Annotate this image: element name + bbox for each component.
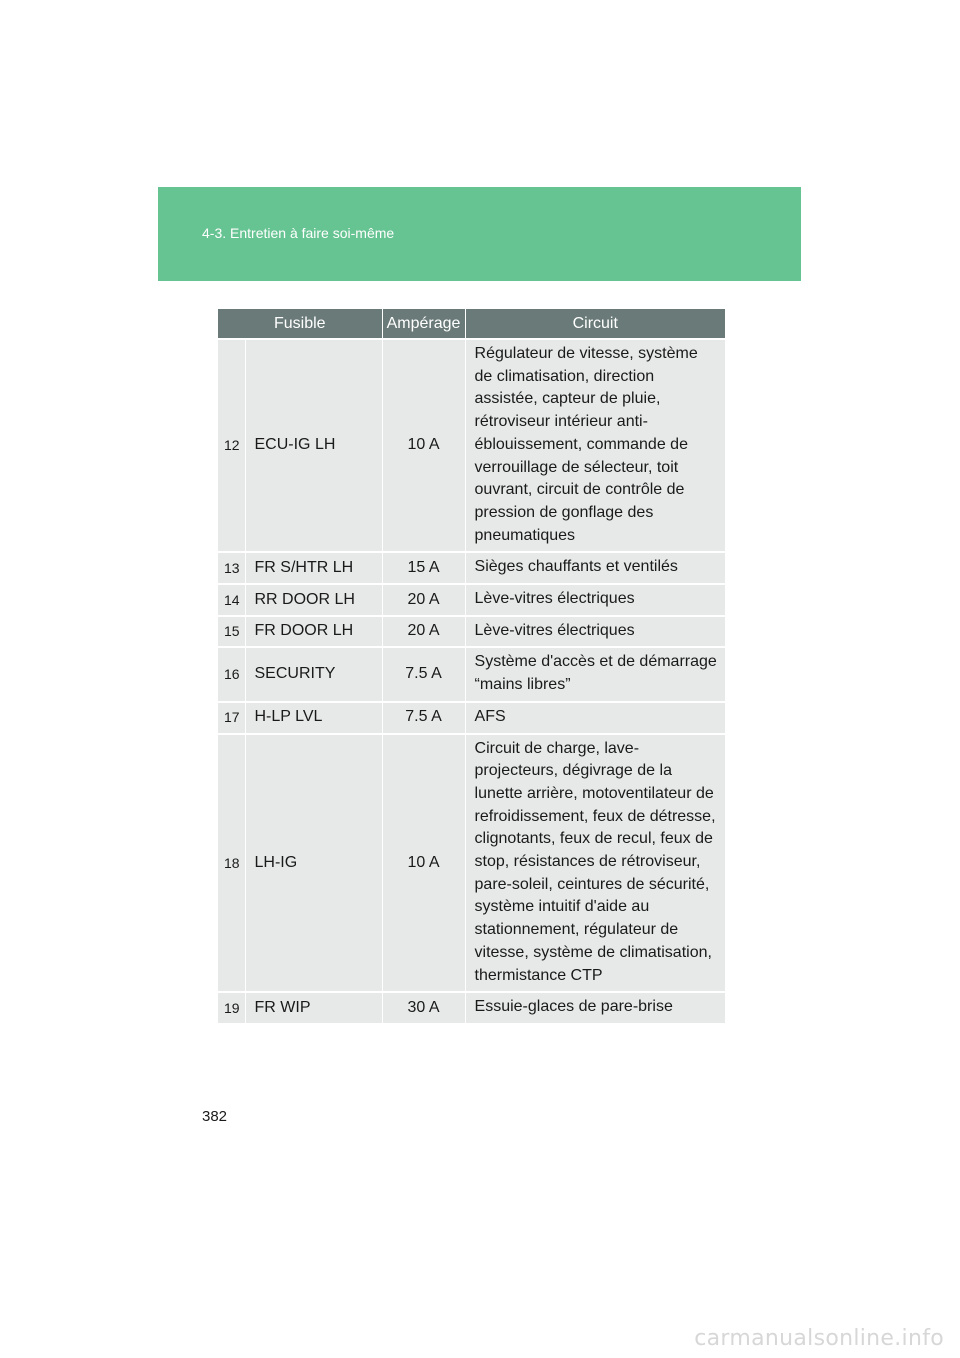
fuse-number: 13 [218, 552, 245, 584]
fuse-name: H-LP LVL [245, 702, 382, 734]
table-row [218, 734, 725, 993]
fuse-amperage: 10 A [382, 339, 465, 552]
fuse-name: SECURITY [245, 647, 382, 701]
fuse-name: ECU-IG LH [245, 339, 382, 552]
fuse-number: 15 [218, 616, 245, 648]
fuse-number: 14 [218, 584, 245, 616]
fuse-circuit: Essuie-glaces de pare-brise [465, 992, 725, 1023]
fuse-circuit: AFS [465, 702, 725, 734]
fuse-table [218, 309, 725, 1023]
fuse-number: 12 [218, 339, 245, 552]
table-row [218, 702, 725, 734]
table-row [218, 339, 725, 552]
section-header-band [158, 187, 801, 281]
column-header-circuit: Circuit [465, 309, 725, 339]
watermark: carmanualsonline.info [694, 1326, 944, 1351]
table-header-row [218, 309, 725, 339]
fuse-number: 16 [218, 647, 245, 701]
fuse-number: 19 [218, 992, 245, 1023]
fuse-circuit: Système d'accès et de démarrage “mains libres” [465, 647, 725, 701]
fuse-name: FR S/HTR LH [245, 552, 382, 584]
fuse-amperage: 15 A [382, 552, 465, 584]
fuse-amperage: 10 A [382, 734, 465, 993]
column-header-amperage: Ampérage [382, 309, 465, 339]
fuse-amperage: 30 A [382, 992, 465, 1023]
fuse-number: 18 [218, 734, 245, 993]
fuse-amperage: 7.5 A [382, 647, 465, 701]
fuse-amperage: 7.5 A [382, 702, 465, 734]
page-number: 382 [202, 1108, 228, 1125]
section-title: 4-3. Entretien à faire soi-même [202, 225, 395, 241]
table-row [218, 616, 725, 648]
fuse-name: RR DOOR LH [245, 584, 382, 616]
fuse-amperage: 20 A [382, 584, 465, 616]
fuse-amperage: 20 A [382, 616, 465, 648]
fuse-number: 17 [218, 702, 245, 734]
column-header-fuse: Fusible [218, 309, 382, 339]
table-row [218, 584, 725, 616]
fuse-circuit: Lève-vitres électriques [465, 584, 725, 616]
fuse-name: FR WIP [245, 992, 382, 1023]
fuse-name: LH-IG [245, 734, 382, 993]
fuse-circuit: Circuit de charge, lave-projecteurs, dégivrage de la lunette arrière, motoventilateur de refroidissement, feux de détresse, clignotants, feux de recul, feux de stop, résistances de rétroviseur, pare-soleil, ceintures de sécurité, système intuitif d'aide au stationnement, régulateur de vitesse, système de climatisation, thermistance CTP [465, 734, 725, 993]
fuse-circuit: Régulateur de vitesse, système de climatisation, direction assistée, capteur de pluie, rétroviseur intérieur anti-éblouissement, commande de verrouillage de sélecteur, toit ouvrant, circuit de contrôle de pression de gonflage des pneumatiques [465, 339, 725, 552]
fuse-name: FR DOOR LH [245, 616, 382, 648]
table-row [218, 992, 725, 1023]
fuse-circuit: Sièges chauffants et ventilés [465, 552, 725, 584]
table-row [218, 647, 725, 701]
table-row [218, 552, 725, 584]
fuse-circuit: Lève-vitres électriques [465, 616, 725, 648]
